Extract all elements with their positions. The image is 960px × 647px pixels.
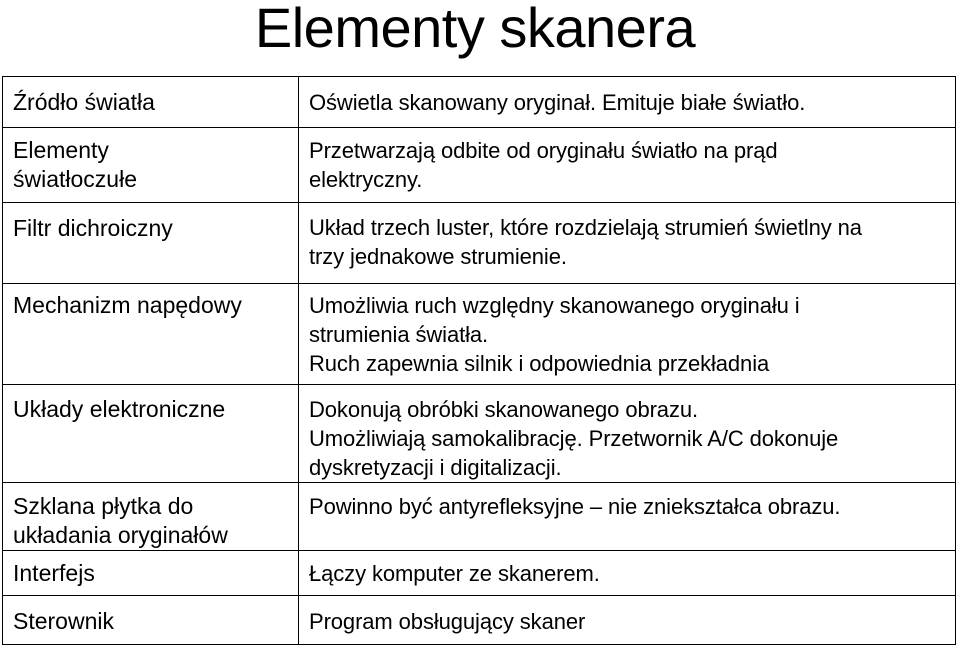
table-row [3,203,956,284]
description-cell [299,551,956,596]
term-text: Szklana płytka do układania oryginałów [13,493,228,548]
description-text: Oświetla skanowany oryginał. Emituje białe światło. [309,90,806,115]
term-text: Filtr dichroiczny [13,215,173,241]
term-cell [3,596,299,645]
description-cell [299,128,956,203]
term-text: Sterownik [13,608,114,634]
description-text: Powinno być antyrefleksyjne – nie zniekształca obrazu. [309,494,841,519]
description-text: Przetwarzają odbite od oryginału światło na prąd elektryczny. [309,138,778,192]
table-row [3,483,956,551]
term-cell [3,128,299,203]
description-text: Układ trzech luster, które rozdzielają strumień świetlny na trzy jednakowe strumienie. [309,215,862,269]
slide-title-text: Elementy skanera [254,0,696,59]
description-cell [299,483,956,551]
table-row [3,77,956,128]
term-cell [3,483,299,551]
term-text: Układy elektroniczne [13,396,226,422]
table-row [3,284,956,385]
term-cell [3,551,299,596]
table-row [3,128,956,203]
term-text: Elementy światłoczułe [13,137,137,192]
table-row [3,551,956,596]
table-row [3,596,956,645]
description-cell [299,385,956,483]
term-text: Interfejs [13,560,95,586]
description-cell [299,596,956,645]
description-cell [299,77,956,128]
term-cell [3,203,299,284]
description-cell [299,203,956,284]
term-text: Mechanizm napędowy [13,292,242,318]
term-cell [3,284,299,385]
term-cell [3,385,299,483]
slide-title [0,0,960,66]
description-text: Program obsługujący skaner [309,609,586,634]
term-text: Źródło światła [13,89,155,115]
description-cell [299,284,956,385]
term-cell [3,77,299,128]
table-row [3,385,956,483]
description-text: Umożliwia ruch względny skanowanego oryginału i strumienia światła. Ruch zapewnia silnik i odpowiednia przekładnia [309,293,800,376]
description-text: Dokonują obróbki skanowanego obrazu. Umożliwiają samokalibrację. Przetwornik A/C dokonuje dyskretyzacji i digitalizacji. [309,397,839,480]
description-text: Łączy komputer ze skanerem. [309,561,600,586]
scanner-elements-table [2,76,956,645]
